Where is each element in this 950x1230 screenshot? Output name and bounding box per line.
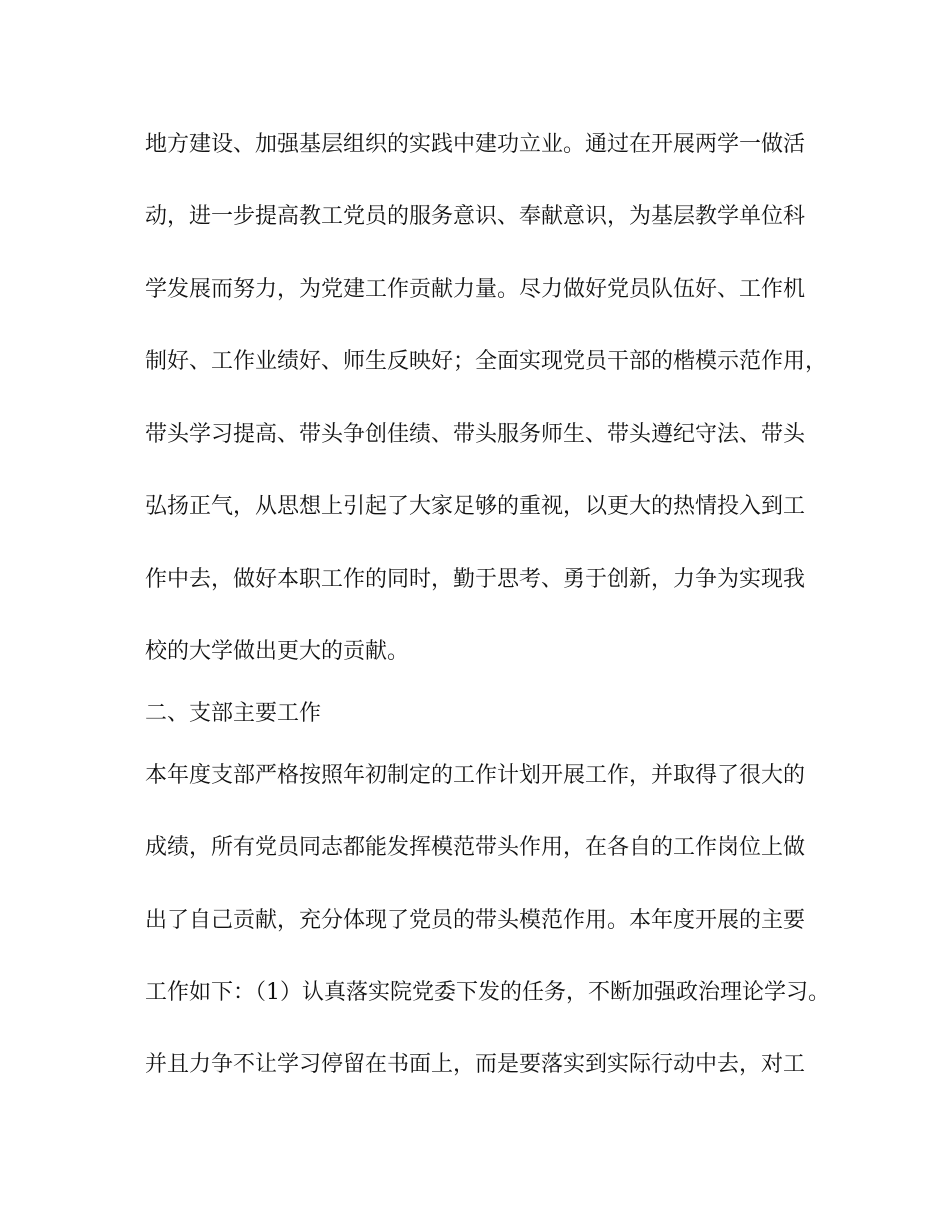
paragraph-line: 制好、工作业绩好、师生反映好；全面实现党员干部的楷模示范作用，: [145, 349, 828, 374]
paragraph-line: 作中去，做好本职工作的同时，勤于思考、勇于创新，力争为实现我: [145, 567, 806, 592]
section-heading: 二、支部主要工作: [145, 701, 322, 726]
paragraph-line: 动，进一步提高教工党员的服务意识、奉献意识，为基层教学单位科: [145, 204, 806, 229]
paragraph-line: 带头学习提高、带头争创佳绩、带头服务师生、带头遵纪守法、带头: [145, 422, 806, 447]
paragraph-line: 校的大学做出更大的贡献。: [145, 639, 410, 664]
paragraph-line: 地方建设、加强基层组织的实践中建功立业。通过在开展两学一做活: [145, 132, 806, 157]
paragraph-line: 学发展而努力，为党建工作贡献力量。尽力做好党员队伍好、工作机: [145, 277, 806, 302]
paragraph-line: 弘扬正气，从思想上引起了大家足够的重视，以更大的热情投入到工: [145, 494, 806, 519]
paragraph-line: 工作如下：（1）认真落实院党委下发的任务，不断加强政治理论学习。: [145, 980, 830, 1005]
paragraph-line: 本年度支部严格按照年初制定的工作计划开展工作，并取得了很大的: [145, 763, 806, 788]
paragraph-line: 并且力争不让学习停留在书面上，而是要落实到实际行动中去，对工: [145, 1052, 806, 1077]
paragraph-line: 成绩，所有党员同志都能发挥模范带头作用，在各自的工作岗位上做: [145, 835, 806, 860]
paragraph-line: 出了自己贡献，充分体现了党员的带头模范作用。本年度开展的主要: [145, 908, 806, 933]
